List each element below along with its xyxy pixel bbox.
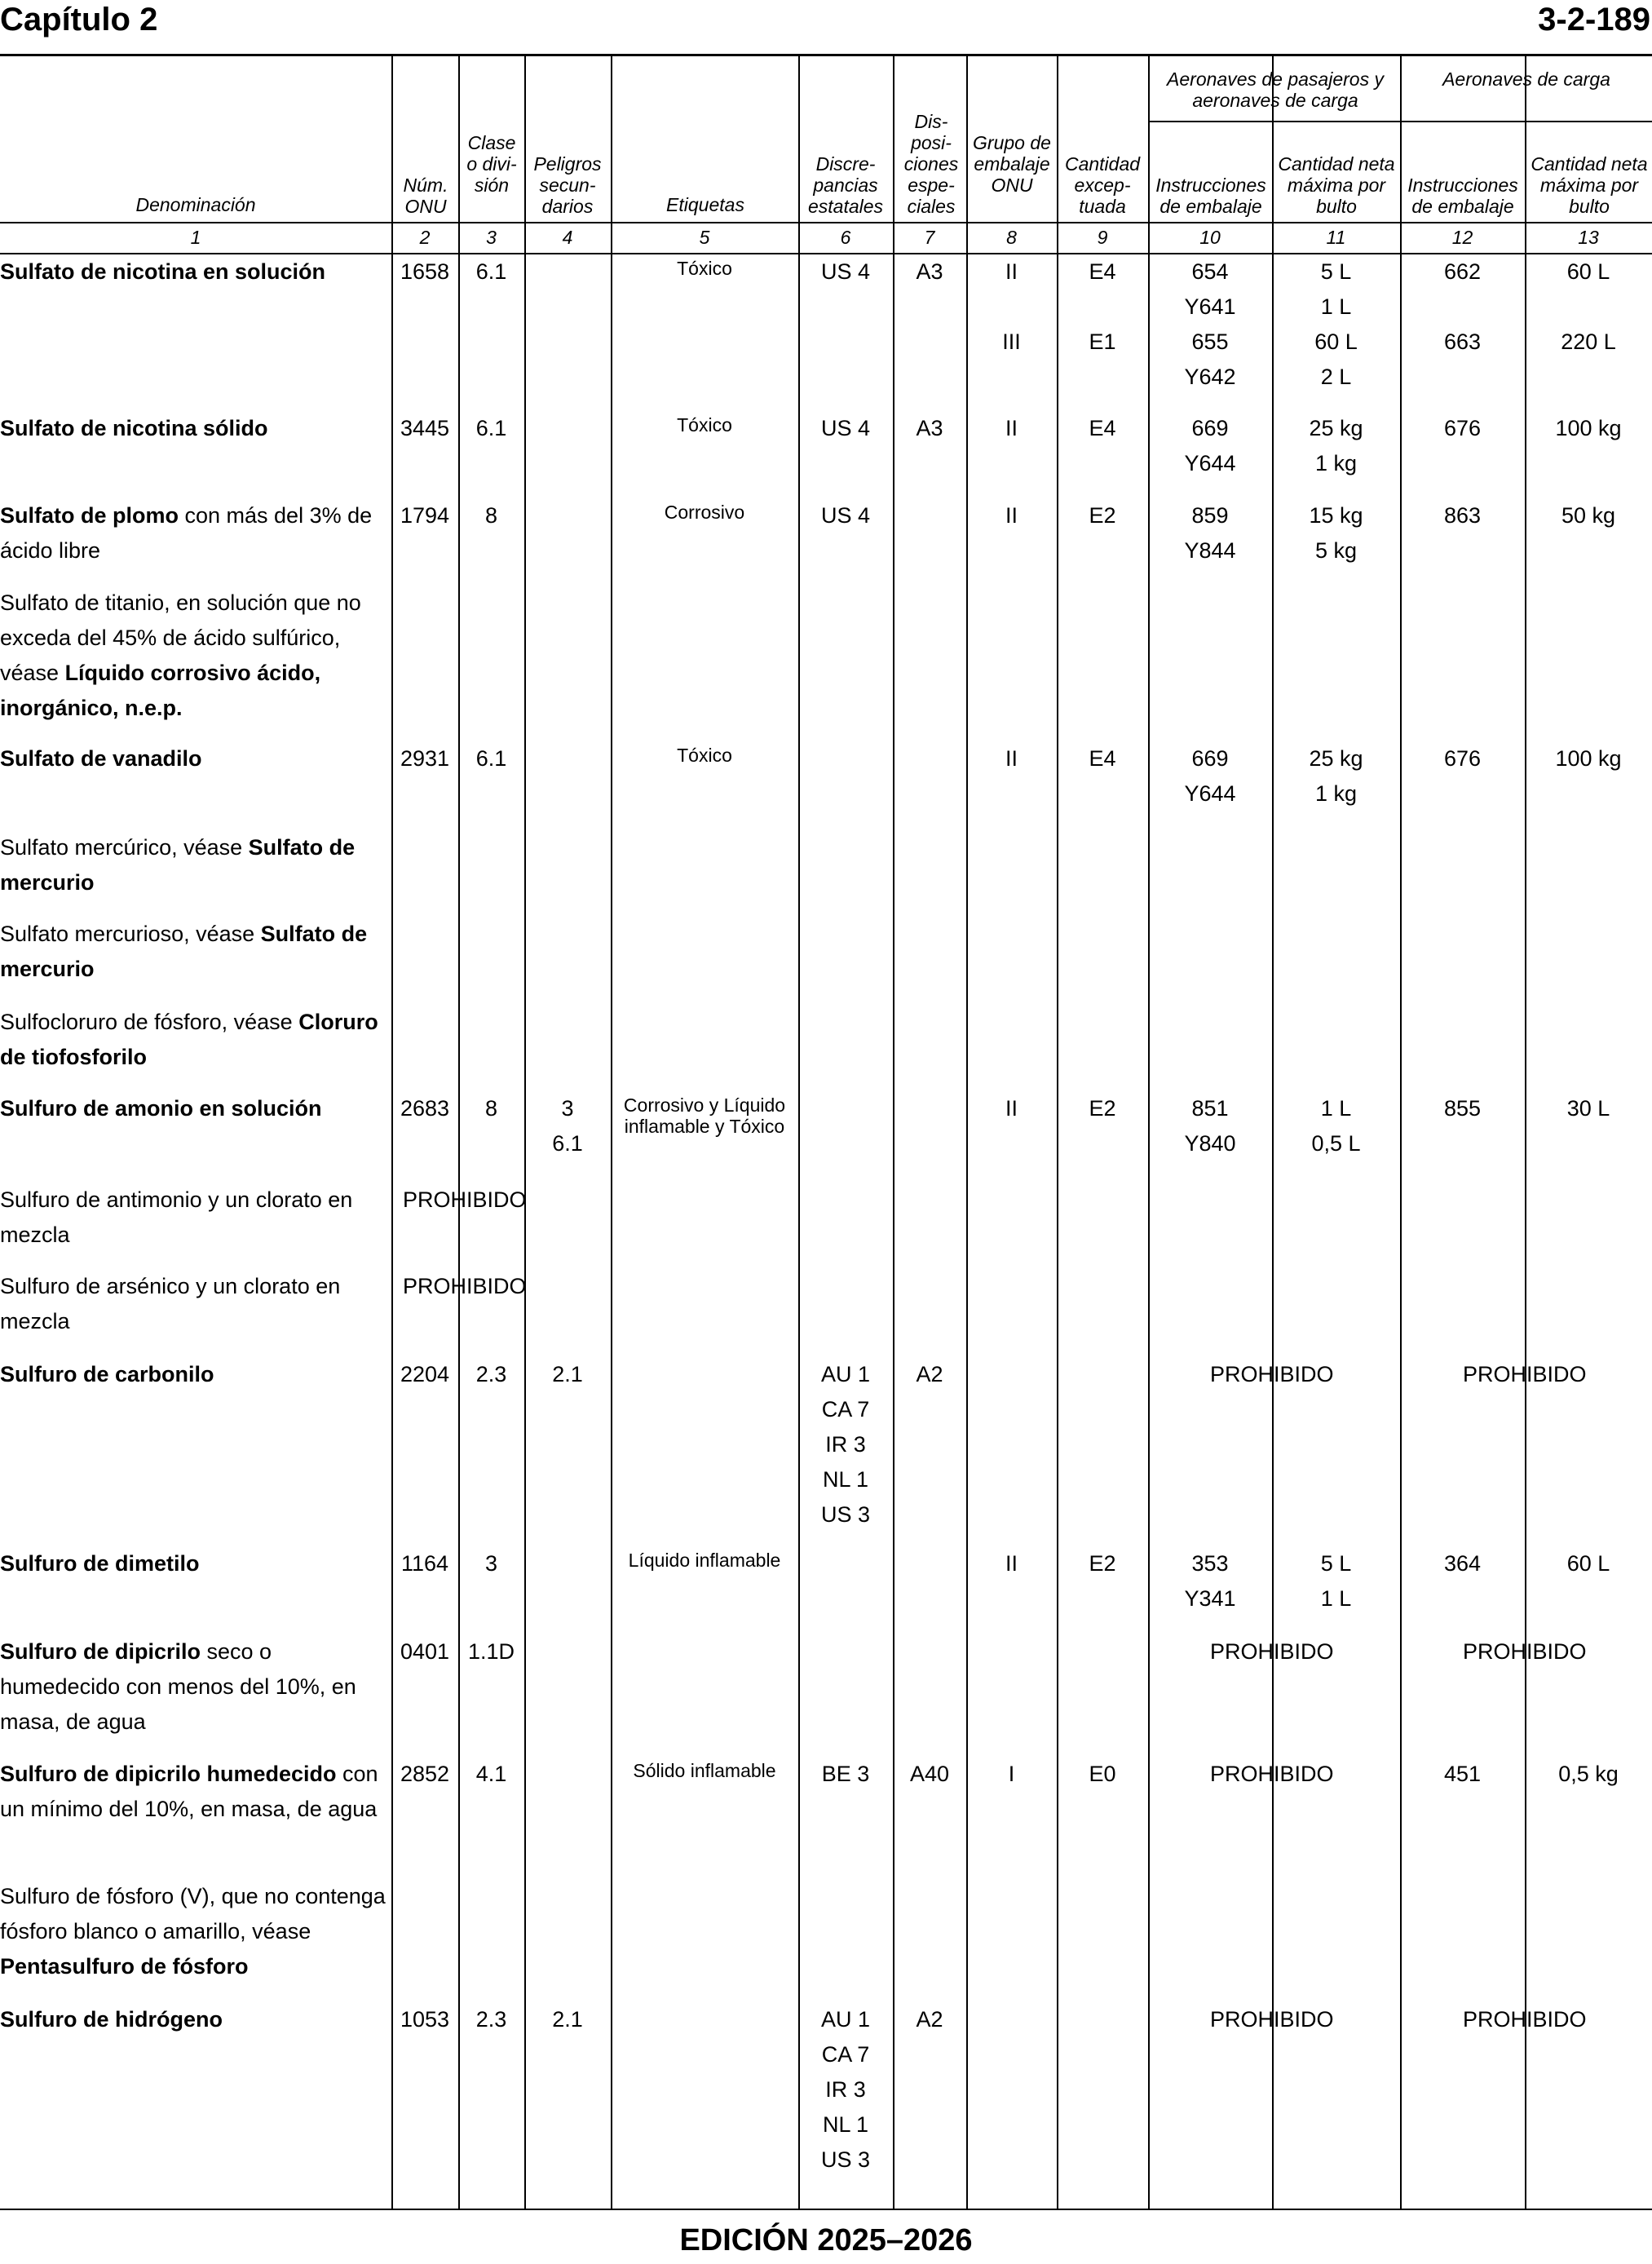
excepted-quantity: E2 (1089, 1551, 1116, 1576)
excepted-quantity: E2 (1089, 503, 1116, 528)
un-number: 1164 (400, 1551, 449, 1576)
max-quantity-pax: 25 kg 1 kg (1309, 746, 1363, 806)
cross-reference: Pentasulfuro de fósforo (0, 1954, 249, 1979)
col-number: 13 (1578, 227, 1599, 248)
packing-instructions-pax: 859 Y844 (1184, 503, 1236, 563)
special-provisions: A3 (916, 416, 943, 440)
packing-group: II (1005, 1551, 1018, 1576)
header-grupo: Grupo de embalaje ONU (973, 132, 1051, 196)
prohibited-status: PROHIBIDO (403, 1187, 527, 1212)
labels: Corrosivo y Líquido inflamable y Tóxico (623, 1094, 786, 1137)
col-number: 6 (840, 227, 851, 248)
max-quantity-cargo: 30 L (1566, 1096, 1610, 1121)
packing-group: II (1005, 503, 1018, 528)
packing-instructions-cargo: 662 663 (1443, 259, 1482, 354)
page-header (0, 0, 1652, 56)
header-group-passenger: Aeronaves de pasajeros y aeronaves de carga (1167, 69, 1384, 111)
max-quantity-pax: 5 L 1 L 60 L 2 L (1314, 259, 1358, 389)
denominacion: Sulfuro de dipicrilo humedecido con un mínimo del 10%, en masa, de agua (0, 1762, 378, 1821)
footer-rule (0, 2209, 1652, 2210)
max-quantity-cargo: 60 L (1566, 1551, 1610, 1576)
denominacion: Sulfato de nicotina en solución (0, 259, 326, 284)
labels: Tóxico (677, 745, 732, 766)
denominacion: Sulfato mercúrico, véase Sulfato de mercurio (0, 835, 356, 895)
max-quantity-cargo: 100 kg (1555, 416, 1622, 440)
subsidiary-hazards: 2.1 (552, 1362, 583, 1386)
denominacion: Sulfuro de dimetilo (0, 1551, 200, 1576)
prohibited-cargo: PROHIBIDO (1463, 1639, 1587, 1664)
header-clase: Clase o divi- sión (466, 132, 517, 196)
packing-group: II III (1002, 259, 1021, 354)
labels: Líquido inflamable (628, 1550, 781, 1571)
header-group-cargo: Aeronaves de carga (1442, 69, 1610, 90)
packing-instructions-pax: 654 Y641 655 Y642 (1184, 259, 1236, 389)
max-quantity-cargo: 60 L 220 L (1561, 259, 1616, 354)
chapter-title: Capítulo 2 (0, 2, 158, 38)
un-number: 1053 (400, 2007, 450, 2032)
max-quantity-pax: 1 L 0,5 L (1311, 1096, 1361, 1156)
excepted-quantity: E4 (1089, 416, 1116, 440)
cross-reference: Sulfato de mercurio (0, 922, 368, 981)
state-variations: US 4 (820, 503, 871, 528)
denominacion: Sulfato de titanio, en solución que no exceda del 45% de ácido sulfúrico, véase Líquido corrosivo ácido, inorgánico, n.e.p. (0, 590, 361, 720)
class-division: 2.3 (475, 2007, 507, 2032)
col-number: 7 (924, 227, 935, 248)
col-number: 4 (562, 227, 573, 248)
packing-instructions-cargo: 863 (1443, 503, 1482, 528)
denominacion: Sulfuro de carbonilo (0, 1362, 214, 1386)
col-number: 5 (699, 227, 710, 248)
denominacion: Sulfuro de dipicrilo seco o humedecido con menos del 10%, en masa, de agua (0, 1639, 356, 1734)
labels: Corrosivo (664, 502, 745, 523)
denominacion: Sulfocloruro de fósforo, véase Cloruro de tiofosforilo (0, 1010, 378, 1069)
state-variations: AU 1 CA 7 IR 3 NL 1 US 3 (820, 1362, 871, 1527)
un-number: 2852 (400, 1762, 450, 1786)
packing-instructions-cargo: 451 (1443, 1762, 1482, 1786)
cross-reference: Cloruro de tiofosforilo (0, 1010, 378, 1069)
denominacion: Sulfuro de amonio en solución (0, 1096, 322, 1121)
max-quantity-pax: 25 kg 1 kg (1309, 416, 1363, 475)
denominacion: Sulfuro de antimonio y un clorato en mezcla (0, 1187, 353, 1247)
col-number: 9 (1097, 227, 1108, 248)
labels: Tóxico (677, 414, 732, 436)
max-quantity-cargo: 50 kg (1561, 503, 1616, 528)
denominacion: Sulfato de plomo con más del 3% de ácido libre (0, 503, 373, 563)
packing-instructions-cargo: 676 (1443, 746, 1482, 771)
state-variations: US 4 (820, 259, 871, 284)
packing-instructions-cargo: 364 (1443, 1551, 1482, 1576)
header-denominacion: Denominación (135, 194, 256, 215)
max-quantity-pax: 15 kg 5 kg (1309, 503, 1363, 563)
un-number: 2683 (400, 1096, 450, 1121)
header-discrepancias: Discre- pancias estatales (807, 153, 884, 217)
labels: Tóxico (677, 258, 732, 279)
prohibited-pax: PROHIBIDO (1210, 1639, 1334, 1664)
state-variations: BE 3 (821, 1762, 870, 1786)
prohibited-status: PROHIBIDO (403, 1274, 527, 1298)
excepted-quantity: E4 (1089, 746, 1116, 771)
special-provisions: A2 (916, 2007, 943, 2032)
header-cantidad-cargo: Cantidad neta máxima por bulto (1531, 153, 1648, 217)
max-quantity-cargo: 0,5 kg (1558, 1762, 1619, 1786)
denominacion: Sulfato de nicotina sólido (0, 416, 268, 440)
header-num-onu: Núm. ONU (403, 175, 448, 217)
class-division: 8 (484, 1096, 498, 1121)
header-cantidad-exceptuada: Cantidad excep- tuada (1064, 153, 1141, 217)
class-division: 8 (484, 503, 498, 528)
edition-footer: EDICIÓN 2025–2026 (679, 2223, 973, 2257)
packing-group: II (1005, 746, 1018, 771)
prohibited-pax: PROHIBIDO (1210, 1362, 1334, 1386)
header-peligros: Peligros secun- darios (533, 153, 602, 217)
special-provisions: A2 (916, 1362, 943, 1386)
packing-instructions-pax: 669 Y644 (1184, 746, 1236, 806)
col-number: 2 (419, 227, 431, 248)
packing-instructions-pax: 669 Y644 (1184, 416, 1236, 475)
header-cantidad-pax: Cantidad neta máxima por bulto (1278, 153, 1395, 217)
class-division: 6.1 (475, 746, 507, 771)
subsidiary-hazards: 3 6.1 (552, 1096, 583, 1156)
page-number: 3-2-189 (1538, 2, 1650, 38)
header-instrucciones-cargo: Instrucciones de embalaje (1407, 175, 1518, 217)
packing-group: I (1008, 1762, 1015, 1786)
un-number: 2931 (400, 746, 450, 771)
denominacion: Sulfuro de hidrógeno (0, 2007, 223, 2032)
special-provisions: A40 (909, 1762, 950, 1786)
col-number: 11 (1326, 227, 1346, 248)
packing-instructions-cargo: 855 (1443, 1096, 1482, 1121)
labels: Sólido inflamable (633, 1760, 776, 1781)
packing-instructions-cargo: 676 (1443, 416, 1482, 440)
excepted-quantity: E4 E1 (1089, 259, 1116, 354)
subsidiary-hazards: 2.1 (552, 2007, 583, 2032)
col-number: 8 (1006, 227, 1017, 248)
header-etiquetas: Etiquetas (666, 194, 744, 215)
header-disposiciones: Dis- posi- ciones espe- ciales (903, 111, 959, 217)
state-variations: US 4 (820, 416, 871, 440)
un-number: 1658 (400, 259, 450, 284)
un-number: 3445 (400, 416, 450, 440)
prohibited-pax: PROHIBIDO (1210, 2007, 1334, 2032)
packing-instructions-pax: 353 Y341 (1184, 1551, 1236, 1611)
un-number: 0401 (400, 1639, 450, 1664)
un-number: 1794 (400, 503, 450, 528)
excepted-quantity: E2 (1089, 1096, 1116, 1121)
max-quantity-pax: 5 L 1 L (1320, 1551, 1352, 1611)
packing-group: II (1005, 1096, 1018, 1121)
cross-reference: Líquido corrosivo ácido, inorgánico, n.e.p. (0, 661, 321, 720)
class-division: 3 (484, 1551, 498, 1576)
denominacion: Sulfato mercurioso, véase Sulfato de mercurio (0, 922, 368, 981)
state-variations: AU 1 CA 7 IR 3 NL 1 US 3 (820, 2007, 871, 2172)
excepted-quantity: E0 (1089, 1762, 1116, 1786)
prohibited-cargo: PROHIBIDO (1463, 1362, 1587, 1386)
un-number: 2204 (400, 1362, 450, 1386)
packing-group: II (1005, 416, 1018, 440)
class-division: 6.1 (475, 416, 507, 440)
class-division: 2.3 (475, 1362, 507, 1386)
denominacion: Sulfuro de fósforo (V), que no contenga fósforo blanco o amarillo, véase Pentasulfuro de fósforo (0, 1884, 386, 1979)
header-instrucciones-pax: Instrucciones de embalaje (1155, 175, 1266, 217)
class-division: 1.1D (467, 1639, 515, 1664)
max-quantity-cargo: 100 kg (1555, 746, 1622, 771)
special-provisions: A3 (916, 259, 943, 284)
denominacion: Sulfuro de arsénico y un clorato en mezcla (0, 1274, 341, 1333)
denominacion: Sulfato de vanadilo (0, 746, 202, 771)
packing-instructions-pax: 851 Y840 (1184, 1096, 1236, 1156)
col-number: 3 (486, 227, 497, 248)
col-number: 1 (190, 227, 201, 248)
prohibited-pax: PROHIBIDO (1210, 1762, 1334, 1786)
cross-reference: Sulfato de mercurio (0, 835, 356, 895)
prohibited-cargo: PROHIBIDO (1463, 2007, 1587, 2032)
class-division: 4.1 (475, 1762, 507, 1786)
col-number: 10 (1199, 227, 1221, 248)
class-division: 6.1 (475, 259, 507, 284)
col-number: 12 (1451, 227, 1473, 248)
